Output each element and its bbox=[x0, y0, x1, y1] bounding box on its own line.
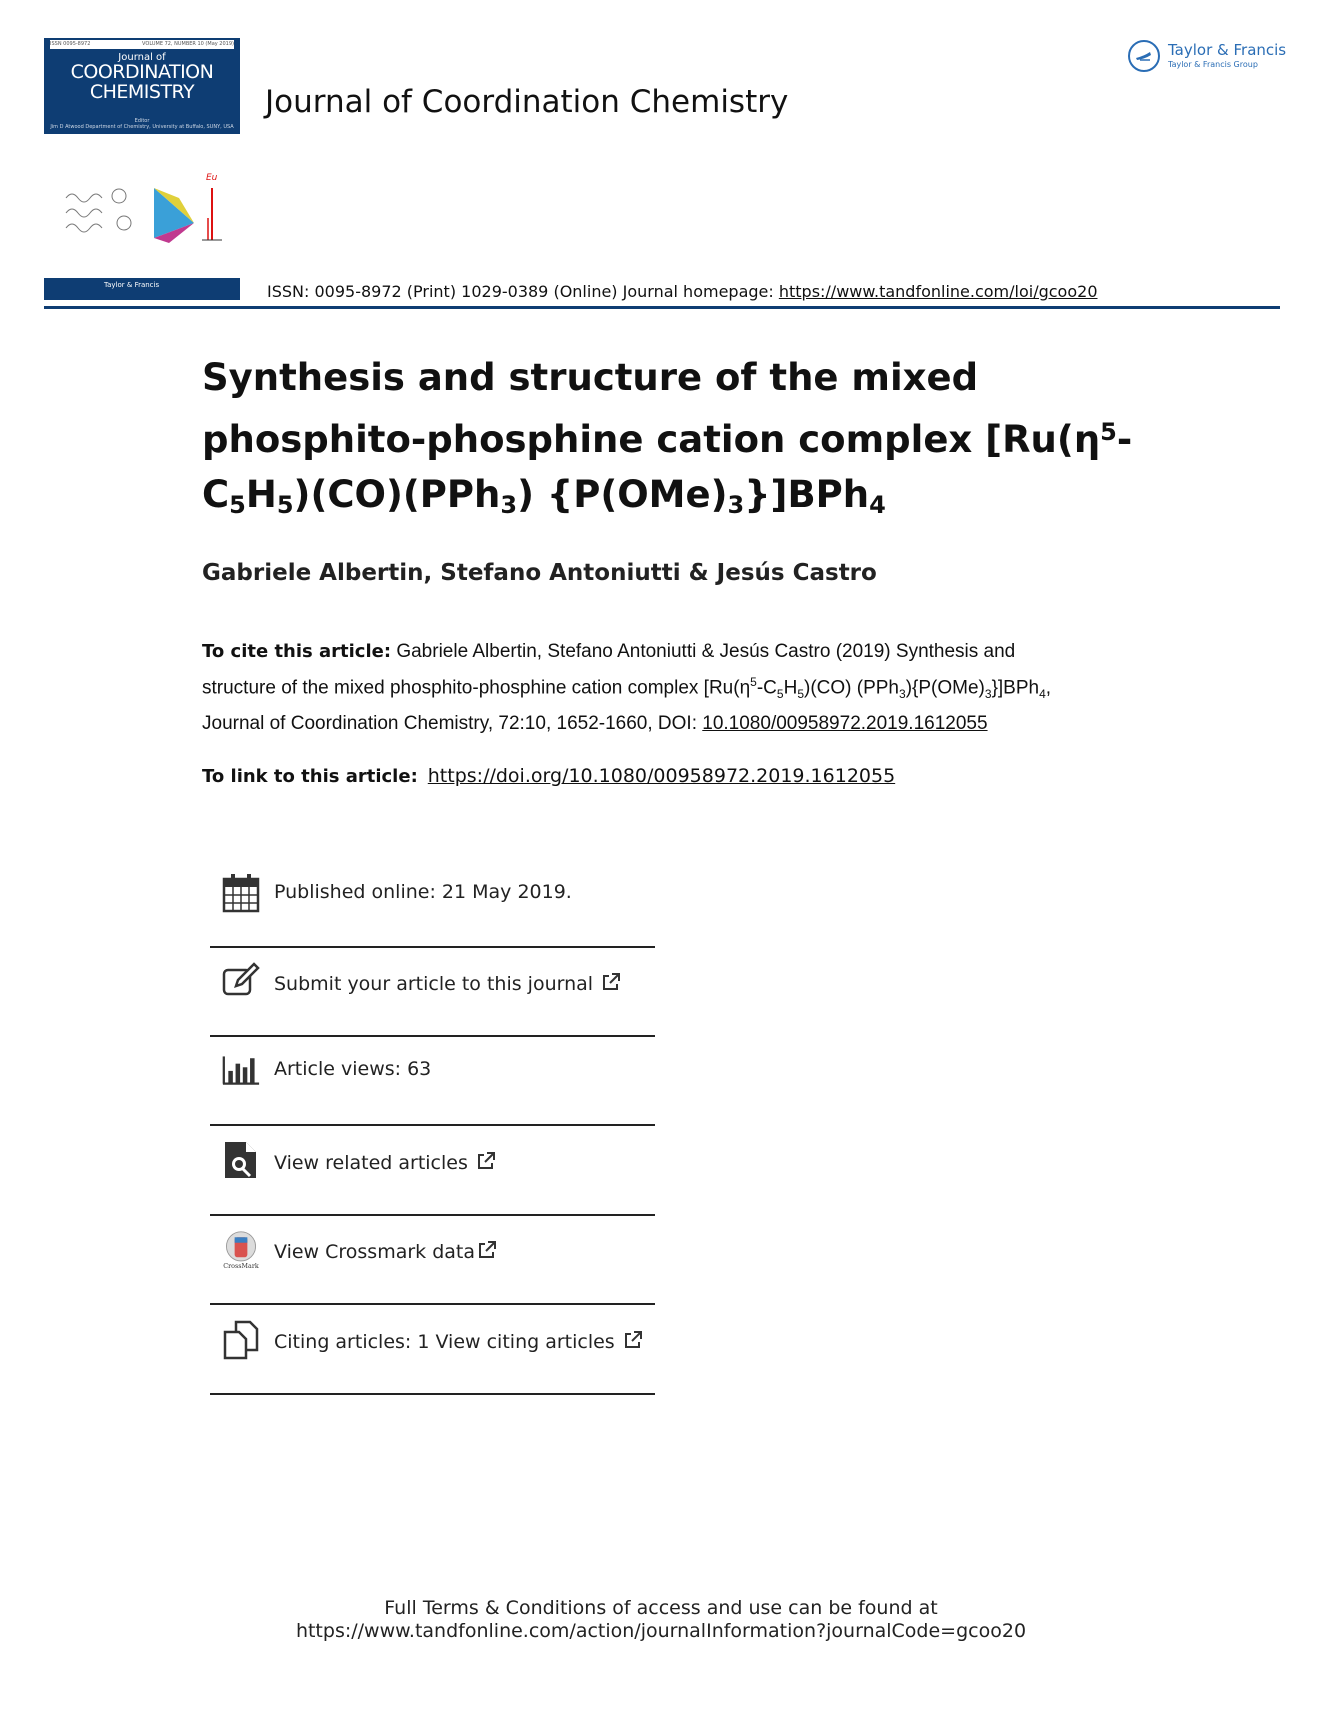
citation-text: -C bbox=[756, 677, 777, 699]
cover-journal-of: Journal of bbox=[118, 52, 166, 63]
title-superscript: 5 bbox=[1100, 418, 1117, 446]
edit-icon bbox=[222, 962, 260, 1002]
article-link[interactable]: https://doi.org/10.1080/00958972.2019.1612055 bbox=[427, 765, 896, 787]
article-views: Article views: 63 bbox=[274, 1058, 432, 1080]
cover-issn: ISSN 0095-8972 bbox=[50, 41, 91, 47]
doi-link[interactable]: 10.1080/00958972.2019.1612055 bbox=[702, 713, 988, 735]
cover-journal-name bbox=[44, 62, 240, 102]
title-subscript: 3 bbox=[500, 491, 518, 519]
submit-label: Submit your article to this journal bbox=[274, 973, 594, 995]
journal-homepage-link[interactable]: https://www.tandfonline.com/loi/gcoo20 bbox=[778, 282, 1098, 301]
published-date: Published online: 21 May 2019. bbox=[274, 881, 572, 903]
document-search-icon bbox=[222, 1140, 260, 1180]
calendar-icon bbox=[222, 873, 260, 913]
crossmark-icon bbox=[222, 1230, 260, 1270]
citation-text: , Journal of Coordination Chemistry, 72:10, 1652-1660, DOI: bbox=[202, 677, 1052, 735]
external-link-icon bbox=[601, 972, 621, 992]
citation-text: }]BPh bbox=[991, 677, 1040, 699]
title-subscript: 5 bbox=[229, 491, 246, 519]
lamp-icon bbox=[1128, 40, 1160, 72]
copy-documents-icon bbox=[222, 1320, 260, 1360]
external-link-icon bbox=[477, 1240, 497, 1260]
cover-banner bbox=[44, 38, 240, 134]
citation-text: H bbox=[783, 677, 798, 699]
title-subscript: 5 bbox=[276, 491, 294, 519]
bar-chart-icon bbox=[222, 1050, 260, 1090]
citation-subscript: 4 bbox=[1039, 687, 1046, 702]
cover-editor bbox=[44, 118, 240, 130]
divider bbox=[210, 946, 655, 948]
external-link-icon bbox=[623, 1330, 643, 1350]
external-link-icon bbox=[476, 1151, 496, 1171]
divider bbox=[210, 1035, 655, 1037]
journal-title: Journal of Coordination Chemistry bbox=[265, 84, 789, 120]
divider bbox=[210, 1124, 655, 1126]
citation-subscript: 5 bbox=[776, 687, 784, 702]
article-link-line bbox=[202, 765, 895, 787]
citation-block bbox=[202, 637, 1072, 739]
cover-editor-name: Jim D Atwood Department of Chemistry, University at Buffalo, SUNY, USA bbox=[50, 124, 234, 130]
issn-text: ISSN: 0095-8972 (Print) 1029-0389 (Online) Journal homepage: bbox=[267, 282, 779, 301]
citing-articles-link[interactable] bbox=[274, 1330, 643, 1353]
footer-terms-text: Full Terms & Conditions of access and use can be found at bbox=[384, 1597, 938, 1619]
cover-editor-label: Editor bbox=[134, 118, 150, 124]
footer-terms-link[interactable]: https://www.tandfonline.com/action/journalInformation?journalCode=gcoo20 bbox=[295, 1620, 1027, 1642]
title-text: )(CO)(PPh bbox=[293, 473, 501, 516]
cover-meta bbox=[50, 40, 234, 49]
cover-journal-name-line1: COORDINATION bbox=[70, 61, 214, 83]
related-label: View related articles bbox=[274, 1152, 468, 1174]
publisher-name: Taylor & Francis bbox=[1168, 41, 1287, 59]
citation-text: Gabriele Albertin, Stefano Antoniutti & Jesús Castro (2019) Synthesis and structure of the mixed phosphito-phosphine cation complex [Ru(η bbox=[202, 641, 1016, 699]
citation-text: ){P(OMe) bbox=[905, 677, 985, 699]
crossmark-link[interactable] bbox=[274, 1240, 497, 1263]
divider bbox=[210, 1393, 655, 1395]
crossmark-icon-label: CrossMark bbox=[223, 1263, 259, 1270]
submit-article-link[interactable] bbox=[274, 972, 621, 995]
cover-publisher: Taylor & Francis bbox=[104, 281, 160, 289]
title-subscript: 4 bbox=[869, 491, 886, 519]
article-link-label: To link to this article: bbox=[202, 766, 418, 787]
citation-subscript: 3 bbox=[899, 687, 906, 702]
cover-volume: VOLUME 72, NUMBER 10 (May 2019) bbox=[142, 41, 234, 47]
related-articles-link[interactable] bbox=[274, 1151, 496, 1174]
cover-art-label: Eu bbox=[206, 173, 218, 183]
title-text: Synthesis and structure of the mixed phosphito-phosphine cation complex [Ru(η bbox=[202, 356, 1101, 461]
header-rule bbox=[44, 306, 1280, 309]
title-subscript: 3 bbox=[727, 491, 745, 519]
title-text: -C bbox=[202, 418, 1133, 516]
divider bbox=[210, 1214, 655, 1216]
article-title bbox=[202, 350, 1142, 533]
footer bbox=[0, 1597, 1322, 1643]
divider bbox=[210, 1303, 655, 1305]
publisher-logo[interactable] bbox=[1128, 38, 1288, 78]
citation-superscript: 5 bbox=[750, 675, 757, 689]
title-text: ) {P(OMe) bbox=[517, 473, 728, 516]
citation-subscript: 5 bbox=[797, 687, 804, 702]
journal-cover-thumbnail bbox=[44, 38, 240, 334]
publisher-group: Taylor & Francis Group bbox=[1168, 60, 1258, 69]
citation-subscript: 3 bbox=[984, 687, 992, 702]
cover-publisher-strip bbox=[44, 278, 240, 300]
citation-text: )(CO) (PPh bbox=[804, 677, 899, 699]
title-text: H bbox=[245, 473, 277, 516]
crossmark-label: View Crossmark data bbox=[274, 1241, 476, 1263]
authors: Gabriele Albertin, Stefano Antoniutti & Jesús Castro bbox=[202, 560, 877, 586]
citation-label: To cite this article: bbox=[202, 641, 392, 662]
issn-line bbox=[267, 282, 1098, 301]
cover-artwork bbox=[64, 168, 224, 258]
title-text: }]BPh bbox=[744, 473, 870, 516]
citing-label: Citing articles: 1 View citing articles bbox=[274, 1331, 615, 1353]
cover-journal-name-line2: CHEMISTRY bbox=[89, 81, 195, 103]
